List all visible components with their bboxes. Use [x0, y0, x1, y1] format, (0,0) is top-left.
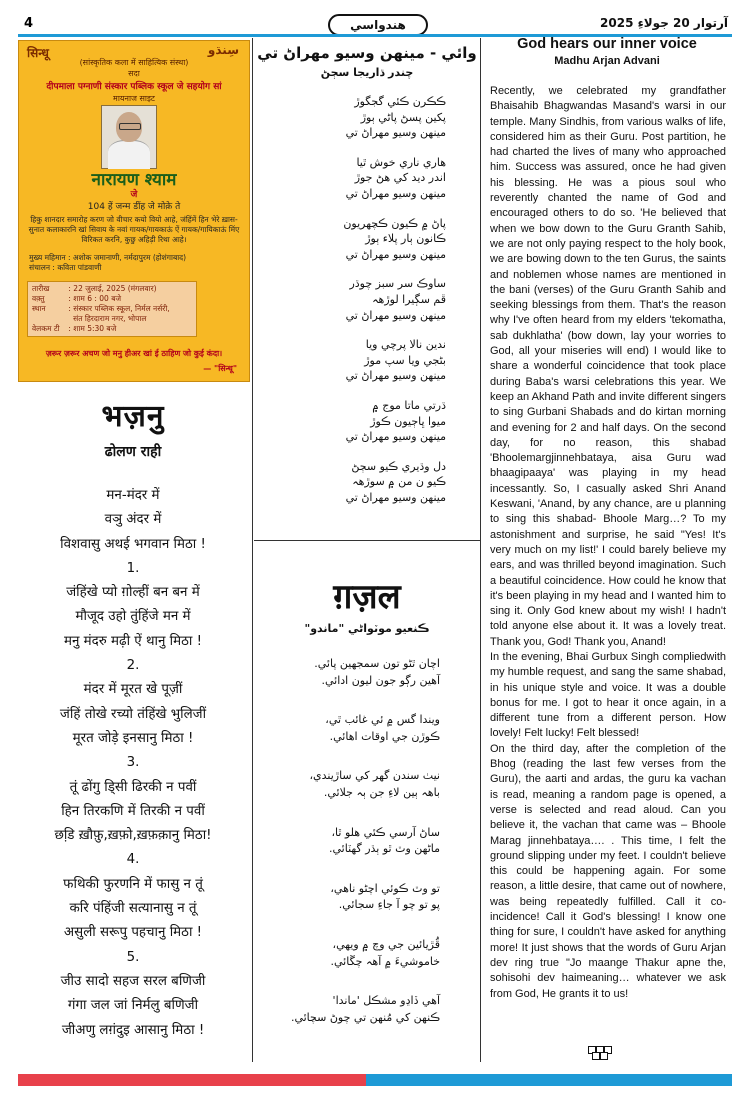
article-paragraph: On the third day, after the completion of the Bhog (reading the last few verses from the Guru), the aarti and ardas, the guru ka vachan is read, meaning a random page is opened, a verse is selected and read aloud. Can you believe it, the vachan that came was – Bhoole Marag jinnehbataya…. . This time, I felt the ground slipping under my feet. I couldn't believe this could be happening again. For some reason, a little desire, that came out of nowhere, was being repeatedly fulfilled. Call it co-incidence! Call it God's blessing! I know one thing for sure, I couldn't have asked for anything more! It just shows that the words of Guru Arjan dev ring true "Jo maange Thakur apne the, sohisohi dev haimeaning… whatever we ask from God, He grants it to us!	[490, 742, 726, 1000]
detail-row: वक़्तु : शाम 6 : 00 बजे	[32, 294, 122, 303]
poem-line: هاري ناري خوش ٿيا	[356, 155, 446, 169]
ghazal-line: اچان ٿڻو تون سمجهين پائي.	[314, 657, 440, 670]
ghazal-couplet	[254, 881, 480, 914]
poem-stanza	[254, 459, 480, 506]
invitation-signature: — "सिन्धू"	[203, 364, 237, 373]
column-divider-right	[480, 38, 481, 1062]
poem-line: ڌرتي ماتا موج ۾	[372, 398, 446, 412]
poem-stanza	[254, 94, 480, 141]
bhajan-line: मूरत जोड़े इनसानु मिठा !	[72, 730, 194, 746]
bhajan-line: गंगा जल जां निर्मलु बणिजी	[67, 998, 199, 1014]
poem-line: ڪيو ن من ۾ سوڙهہ	[352, 475, 446, 489]
poem-line: مينهن وسيو مهراڻ تي	[345, 369, 446, 383]
invitation-footer: ज़रूर ज़रूर अचण जो मनु हीअर खां ई ठाहिण जो कुई कंदा।	[45, 349, 223, 358]
ghazal-line: پو تو چو آ جاءِ سجائي.	[338, 898, 440, 912]
invitation-paragraph: हिकु शानदार समारोह करण जो वीचार कयो वियो आहे, जंहिंमें हिन भेरे ख़ास-सुनात कलाकारनि खां सिवाय के नवां गायक/गायकाऊं ऐं गायक/गायिकाऊं मिंए विरिकत करनि, कुछु अहिड़ी रिथा आहे।	[28, 215, 240, 244]
page-header	[18, 14, 732, 34]
bhajan-line: वञु अंदर में	[104, 512, 162, 528]
ghazal-line: ڪنهن کي مُنهن تي چوڻ سچائي.	[290, 1010, 440, 1024]
footer-bar-blue	[366, 1074, 732, 1086]
ghazal-line: تو وٽ ڪوئي اچڻو ناهي،	[330, 881, 440, 895]
chief-guest-label: मुख्य महिमान	[29, 253, 66, 262]
portrait-glasses	[119, 123, 141, 130]
poem-line: مينهن وسيو مهراڻ تي	[345, 308, 446, 322]
column-divider-left	[252, 38, 253, 1062]
ghazal-couplet	[254, 768, 480, 801]
chief-guest: अशोक जमानाणी, नर्मदापुरम (होशंगाबाद)	[72, 253, 187, 262]
issue-date: آرتوار 20 جولاءِ 2025	[600, 16, 728, 30]
bhajan-line: जंहिंखे प्यो ग़ोल्हीं बन बन में	[66, 585, 200, 601]
honoree-name: नारायण श्याम	[91, 170, 177, 190]
ghazal-title: ग़ज़ल	[333, 577, 401, 617]
bhajan-line: मंदर में मूरत खे पूज़ीं	[83, 682, 183, 698]
article-paragraph: In the evening, Bhai Gurbux Singh compliedwith my humble request, and sang the same shabad, in his unique style and voice. It was a double bonus for me. I got to hear it once again, in a different tune from a different person. How lovely! Felt lucky! Felt blessed!	[490, 650, 726, 740]
poem-author: چندر ڌاريجا سڄڻ	[320, 66, 414, 79]
host: कविता पांडवाणी	[57, 263, 102, 272]
ghazal-line: ڪوڙن جي اوقات اهائي.	[329, 729, 440, 743]
poem-line: اندر ديد کي هڻ جوڙ	[354, 171, 446, 185]
poem-stanza	[254, 155, 480, 202]
ghazal-line: خاموشيءَ ۾ آهہ چڱائي.	[330, 954, 440, 968]
ghazal-line: ويندا گس ۾ ئي غائب ٿي،	[325, 713, 440, 727]
bhajan-line: करि पंहिंजी सत्यानासु न तूं	[69, 901, 197, 917]
ghazal-line: ساڻ آرسي ڪئي هلو ٿا،	[331, 825, 440, 839]
invitation-organization: दीपमाला पग्नाणी संस्कार पब्लिक स्कूल जे सहयोग सां	[46, 82, 222, 92]
ghazal-line: نيٺ سندن گهر کي ساڙيندي،	[309, 769, 440, 783]
detail-row: तारीख : 22 जुलाई, 2025 (मंगलवार)	[32, 284, 157, 293]
ghazal-line: ڦُڙيائين جي وچ ۾ ويهي،	[332, 937, 440, 951]
poem-line: مينهن وسيو مهراڻ تي	[345, 490, 446, 504]
detail-row: संत हिरदाराम नगर, भोपाल	[73, 314, 147, 323]
poem-stanza	[254, 398, 480, 445]
invitation-tagline: (सांस्कृतिक कला में साहित्यिक संस्था)	[79, 58, 189, 67]
poem-line: ميوا ڀاڄيون ڪوڙ	[370, 414, 446, 428]
poem-line: مينهن وسيو مهراڻ تي	[345, 126, 446, 140]
bhajan-line: 2.	[126, 658, 140, 674]
bhajan-line: छडि़ ख़ौफ़ु,ख़फ़ो,ख़फ़क़ानु मिठा!	[54, 828, 212, 844]
ghazal-couplet	[254, 712, 480, 745]
bhajan-line: मन-मंदर में	[106, 488, 160, 503]
invitation-roles: मुख्य महिमान : अशोक जमानाणी, नर्मदापुरम (होशंगाबाद) संचालन : कविता पांडवाणी	[29, 253, 187, 272]
poem-line: بڻجي ويا سپ موڙ	[364, 353, 446, 367]
ghazal-couplet	[254, 937, 480, 970]
poem-line: مينهن وسيو مهراڻ تي	[345, 430, 446, 444]
article-author: Madhu Arjan Advani	[554, 55, 660, 67]
poem-line: پاڻ ۾ ڪيون ڪچهريون	[343, 216, 446, 230]
ghazal-couplet	[254, 656, 480, 689]
event-details	[27, 281, 197, 337]
ghazal-text	[254, 656, 480, 1049]
portrait-body	[108, 140, 150, 169]
invitation-card	[18, 40, 250, 382]
bhajan-line: जंहिं तोखे रच्यो तंहिंखे भुलिजीं	[59, 706, 207, 722]
invitation-by: सदा	[128, 69, 140, 78]
bhajan-text	[18, 484, 248, 1043]
ghazal-author: ڪنعيو موٽواڻي "ماندو"	[304, 622, 430, 635]
ghazal-couplet	[254, 825, 480, 858]
bhajan-line: जीउ सादो सहज सरल बणिजी	[60, 973, 206, 989]
poem-stanza	[254, 216, 480, 263]
bhajan-line: मौजूद उहो तुंहिंजे मन में	[75, 609, 191, 625]
poem-line: پکين پسڻ پاڻي ٻوڙ	[360, 110, 446, 124]
section-divider-center	[254, 540, 480, 541]
honoree-je: जे	[130, 190, 138, 200]
invitation-presents: मायनाज साइट	[113, 94, 155, 103]
article-body	[490, 84, 726, 1002]
bhajan-title: भज़नु	[101, 399, 165, 434]
ghazal-line: آهي ڏاڍو مشڪل 'ماندا'	[332, 994, 440, 1008]
poem-line: ساوڪ سر سبز چوڌر	[349, 277, 446, 291]
bhajan-line: मनु मंदरु मढ़ी ऐं थानु मिठा !	[63, 633, 203, 649]
bhajan-line: 4.	[126, 852, 140, 868]
bhajan-line: फथिकी फुरणनि में फासु न तूं	[63, 876, 203, 892]
bhajan-line: विशवासु अथई भगवान मिठा !	[60, 536, 206, 552]
poem-line: مينهن وسيو مهراڻ تي	[345, 247, 446, 261]
invitation-subtitle: 104 हें जन्म डींह जे मोक़े ते	[87, 202, 181, 212]
bhajan-line: तूं ढोंगु डि्सी ढिरकी न पवीं	[69, 779, 197, 795]
invitation-brand-devanagari: सिन्धू	[27, 46, 49, 60]
poem-title: وائي - مينهن وسيو مهراڻ تي	[257, 44, 477, 62]
bhajan-line: जीअणु लग़ंदुइ आसानु मिठा !	[61, 1022, 205, 1038]
poem-stanza	[254, 337, 480, 384]
invitation-brand-sindhi: سِنڌو	[207, 43, 239, 57]
detail-row: वेलकम टी : शाम 5:30 बजे	[32, 324, 117, 333]
poem-line: دل وڌيري ڪيو سڄڻ	[351, 459, 446, 473]
bhajan-line: 1.	[126, 560, 140, 576]
ghazal-line: آهين رڳو جون ليون ادائي.	[321, 673, 440, 687]
article-title: God hears our inner voice	[517, 36, 697, 52]
masthead-logo: هندواسي	[328, 14, 428, 36]
poem-line: ڦم سڳيرا لوڙهہ	[372, 292, 446, 306]
ghazal-couplet	[254, 993, 480, 1026]
detail-row: स्थान : संस्कार पब्लिक स्कूल, निर्मल नर्सरी,	[32, 304, 170, 313]
end-mark-icon	[588, 1046, 612, 1058]
poem-line: ڪڪرن ڪئي گجگوڙ	[354, 95, 446, 108]
footer-bar-red	[18, 1074, 366, 1086]
host-label: संचालन	[29, 263, 51, 272]
article-paragraph: Recently, we celebrated my grandfather Bhaisahib Bhagwandas Masand's warsi in our temple. Many Sindhis, from various walks of life, considered him as their Guru. Post partition, he had charted the lives of many who approached him. Success was assured, once he had given his blessing. He was a pious soul who reverently chanted the name of God and encouraged others to do so. 'He believed that when we bow down to the Guru Granth Sahib, we are not only paying respect to the holy book, we are bowing down to the ten Gurus, the saints and noblemen whose names are mentioned in the bani (verses) of the Guru Granth Sahib and seeking blessings from them. That's the reason why I've often heard from my elders 'tekomatha, sab dukhlatha' (bow down, lay your worries to God, all your miseries will end) I would like to share a wonderful coincidence that took place during Baba's warsi celebrations this year. We keep an Akhand Path and invite different singers to sing Gurbani Shabads and do kirtan morning and evening for 2 and half days. On the second day, for no reason, this shabad 'Bhoolemargjinnehbataya, aisa Guru wad bhaagipaaya' was playing in my head incessantly. So, I casually asked Shri Anand Keswani, 'Anand, by any chance, are u planning to sing this shabad- Bhoole Marg…? To my astonishment and surprise, he said "Yes! It's very much on my list!' I could barely believe my ears, and was thrilled beyond imagination. Such a beautiful coincidence. How could he know that it's been playing in my head and I wanted him to sing it. Only God knew about my wish! I hadn't told anyone else about it. It was a lovely treat. Thank you, God! Thank you, Anand!	[490, 85, 726, 648]
ghazal-line: ماڻهن وٽ ٿو ٻڌر گهٽائي.	[329, 842, 440, 856]
bhajan-line: हिन तिरकणि में तिरकी न पवीं	[61, 803, 205, 819]
page-number: 4	[24, 16, 34, 31]
poem-text	[254, 94, 480, 519]
portrait-photo	[101, 105, 157, 169]
bhajan-line: असुली सरूपु पहचानु मिठा !	[63, 925, 203, 941]
poem-line: ڪانون ٻار پلاء ٻوڙ	[365, 232, 446, 246]
bhajan-line: 5.	[126, 949, 140, 965]
bhajan-line: 3.	[126, 755, 140, 771]
ghazal-line: باهہ ٻين لاءِ جن ٻہ جلائي.	[323, 785, 440, 799]
bhajan-author: ढोलण राही	[104, 444, 162, 460]
poem-line: ندين نالا پرچي ويا	[365, 338, 446, 352]
poem-line: مينهن وسيو مهراڻ تي	[345, 186, 446, 200]
poem-stanza	[254, 276, 480, 323]
